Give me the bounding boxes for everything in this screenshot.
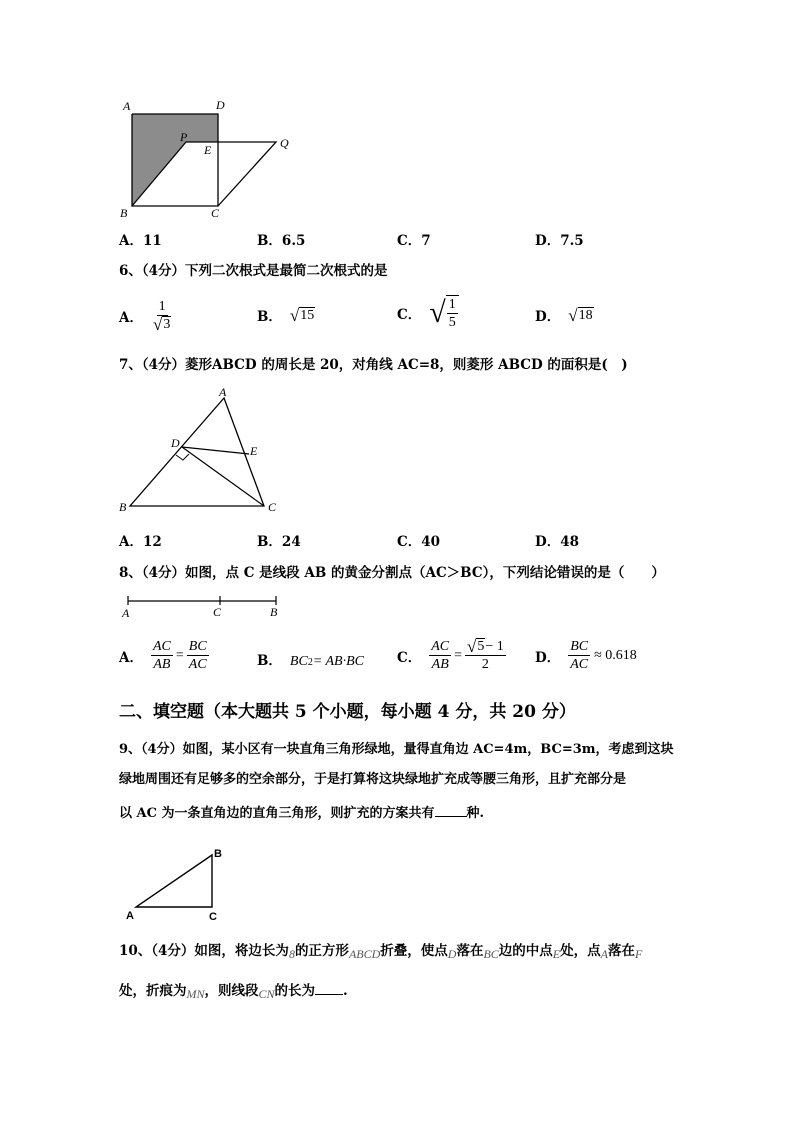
q6-option-a[interactable]: [119, 298, 173, 333]
fraction-numerator: AC: [431, 639, 450, 654]
math-inline: F: [634, 947, 643, 961]
q10-text: ，则线段: [204, 983, 259, 999]
q10-text: .: [343, 983, 348, 999]
q7-label-A: A: [219, 385, 227, 399]
radical-sign-icon: √: [429, 296, 446, 329]
radicand: 18: [578, 307, 593, 323]
option-letter: B．: [257, 233, 282, 249]
math-inline: 8: [288, 947, 295, 961]
fraction: [568, 638, 590, 673]
shaded-region: [132, 114, 218, 206]
q5-option-d[interactable]: [535, 229, 584, 249]
fraction: [187, 638, 209, 673]
option-text: 24: [281, 534, 301, 550]
q5-label-C: C: [211, 206, 220, 220]
option-letter: B．: [257, 653, 282, 669]
q5-label-Q: Q: [280, 136, 289, 150]
expression-left: BC: [289, 654, 308, 669]
fraction-denominator: AB: [153, 657, 171, 672]
math-inline: BC: [483, 947, 499, 961]
q8-option-d[interactable]: [535, 638, 637, 673]
q7-stem: 7、（4分）菱形ABCD 的周长是 20，对角线 AC=8，则菱形 ABCD 的面积是( ): [119, 357, 628, 373]
q7-option-a[interactable]: [119, 530, 162, 550]
square-root: [290, 307, 315, 324]
q9-line-1: 9、（4分）如图，某小区有一块直角三角形绿地，量得直角边 AC=4m，BC=3m，考虑到这块: [119, 742, 674, 757]
q8-label-A: A: [122, 606, 130, 620]
square-root: [568, 307, 593, 324]
option-letter: A．: [119, 309, 143, 326]
option-text: 7: [421, 233, 431, 249]
math-inline: E: [552, 947, 561, 961]
q9-label-C: C: [209, 911, 217, 923]
right-triangle-abc: [136, 855, 212, 907]
q5-label-A: A: [123, 99, 131, 113]
segment-de: [182, 447, 249, 454]
fraction: [465, 638, 506, 673]
q5-label-D: D: [216, 98, 225, 112]
fraction: [446, 295, 459, 331]
option-letter: C．: [397, 233, 422, 249]
q6-option-c[interactable]: [397, 294, 459, 332]
q10-line-2: [119, 979, 348, 1002]
option-letter: C．: [397, 307, 422, 323]
fraction: [151, 298, 173, 333]
q7-option-d[interactable]: [535, 530, 579, 550]
q10-text: 处，折痕为: [119, 983, 187, 999]
option-text: 6.5: [281, 233, 306, 249]
q10-text: 折叠，使点: [380, 943, 448, 959]
square-root: [467, 638, 485, 655]
q6-option-d[interactable]: [535, 305, 594, 325]
fraction-denominator: AC: [570, 657, 589, 672]
fraction-denominator: 2: [481, 657, 489, 672]
q9-figure: [120, 843, 230, 923]
q10-text: 的长为: [274, 983, 316, 999]
option-letter: C．: [397, 649, 422, 666]
math-inline: CN: [258, 987, 275, 1001]
answer-blank[interactable]: [435, 804, 467, 817]
q10-text: 边的中点: [498, 943, 553, 959]
fraction-denominator: 5: [448, 315, 456, 330]
math-inline: A: [600, 947, 608, 961]
q10-text: 落在: [456, 943, 484, 959]
q7-label-C: C: [268, 500, 277, 514]
section-heading: 二、填空题（本大题共 5 个小题，每小题 4 分，共 20 分）: [119, 702, 576, 722]
q8-option-b[interactable]: [257, 649, 364, 670]
q9-line-2: 绿地周围还有足够多的空余部分，于是打算将这块绿地扩充成等腰三角形，且扩充部分是: [119, 772, 627, 787]
q7-figure: [118, 384, 288, 516]
option-text: 48: [560, 534, 580, 550]
q7-label-E: E: [250, 444, 258, 458]
option-letter: D．: [535, 233, 561, 249]
expression-right: = AB·BC: [312, 654, 364, 669]
q9-label-A: A: [126, 910, 134, 922]
radicand: 3: [163, 317, 171, 332]
math-inline: D: [447, 947, 457, 961]
answer-blank[interactable]: [315, 982, 343, 995]
q10-line-1: [119, 939, 642, 962]
radicand: 5: [477, 639, 485, 654]
radical-sign-icon: √: [467, 637, 477, 656]
q8-stem: 8、（4分）如图，点 C 是线段 AB 的黄金分割点（AC＞BC），下列结论错误的是（ ）: [119, 565, 665, 581]
option-letter: A．: [119, 649, 143, 666]
radical-sign-icon: √: [289, 305, 300, 325]
fraction: [429, 638, 451, 673]
radical-sign-icon: √: [568, 305, 578, 325]
q7-option-b[interactable]: [257, 530, 301, 550]
option-text: 40: [421, 534, 441, 550]
q7-label-D: D: [171, 436, 180, 450]
option-letter: A．: [119, 233, 143, 249]
fraction-numerator: [465, 638, 506, 656]
q5-figure: [118, 96, 308, 222]
q6-stem: 6、（4分）下列二次根式是最简二次根式的是: [119, 263, 388, 279]
fraction-numerator: AC: [152, 639, 171, 654]
fraction-numerator: 1: [158, 299, 166, 314]
option-letter: D．: [535, 534, 561, 550]
option-letter: D．: [535, 309, 561, 325]
q6-option-b[interactable]: [257, 305, 315, 325]
square-root: [429, 294, 458, 332]
q10-text: 的正方形: [294, 943, 349, 959]
approx-value: ≈ 0.618: [594, 647, 637, 663]
q5-label-B: B: [120, 206, 128, 220]
numerator-tail: − 1: [485, 639, 504, 654]
q9-line-3-text: 以 AC 为一条直角边的直角三角形，则扩充的方案共有: [119, 806, 435, 821]
option-letter: D．: [535, 649, 561, 666]
q7-option-c[interactable]: [397, 530, 440, 550]
math-inline: ABCD: [348, 947, 381, 961]
q5-option-a[interactable]: [119, 229, 162, 249]
radical-sign-icon: √: [152, 315, 163, 334]
fraction-numerator: BC: [188, 639, 207, 654]
q5-option-b[interactable]: [257, 229, 305, 249]
q5-label-E: E: [204, 143, 212, 157]
q8-figure: [118, 592, 288, 622]
radicand: 15: [300, 307, 315, 323]
fraction-denominator: [151, 316, 173, 333]
option-text: 7.5: [560, 233, 584, 249]
q10-text: 10、（4分）如图，将边长为: [119, 943, 289, 959]
exponent: 2: [307, 657, 313, 668]
option-text: 11: [142, 233, 162, 249]
fraction: [151, 638, 173, 673]
equals-sign: =: [175, 647, 184, 663]
option-letter: B．: [257, 534, 282, 550]
option-letter: C．: [397, 534, 422, 550]
right-angle-mark: [176, 454, 189, 460]
q8-option-c[interactable]: [397, 638, 506, 673]
fraction-denominator: AC: [188, 657, 207, 672]
fraction-denominator: AB: [431, 657, 449, 672]
fraction-numerator: 1: [448, 297, 456, 312]
equals-sign: =: [454, 647, 463, 663]
fraction-numerator: BC: [570, 639, 589, 654]
q9-line-3-end: 种.: [466, 806, 485, 821]
math-inline: MN: [186, 987, 205, 1001]
q10-text: 落在: [607, 943, 635, 959]
option-text: 12: [142, 534, 162, 550]
option-letter: A．: [119, 534, 143, 550]
q10-text: 处，点: [560, 943, 601, 959]
q8-option-a[interactable]: [119, 638, 209, 673]
q8-label-C: C: [213, 605, 222, 619]
option-letter: B．: [257, 309, 282, 325]
q9-line-3: [119, 802, 484, 821]
triangle-abc: [130, 398, 264, 506]
q7-label-B: B: [119, 500, 127, 514]
q5-option-c[interactable]: [397, 229, 431, 249]
q8-label-B: B: [270, 605, 278, 619]
q5-label-P: P: [180, 130, 188, 144]
q9-label-B: B: [214, 848, 222, 860]
